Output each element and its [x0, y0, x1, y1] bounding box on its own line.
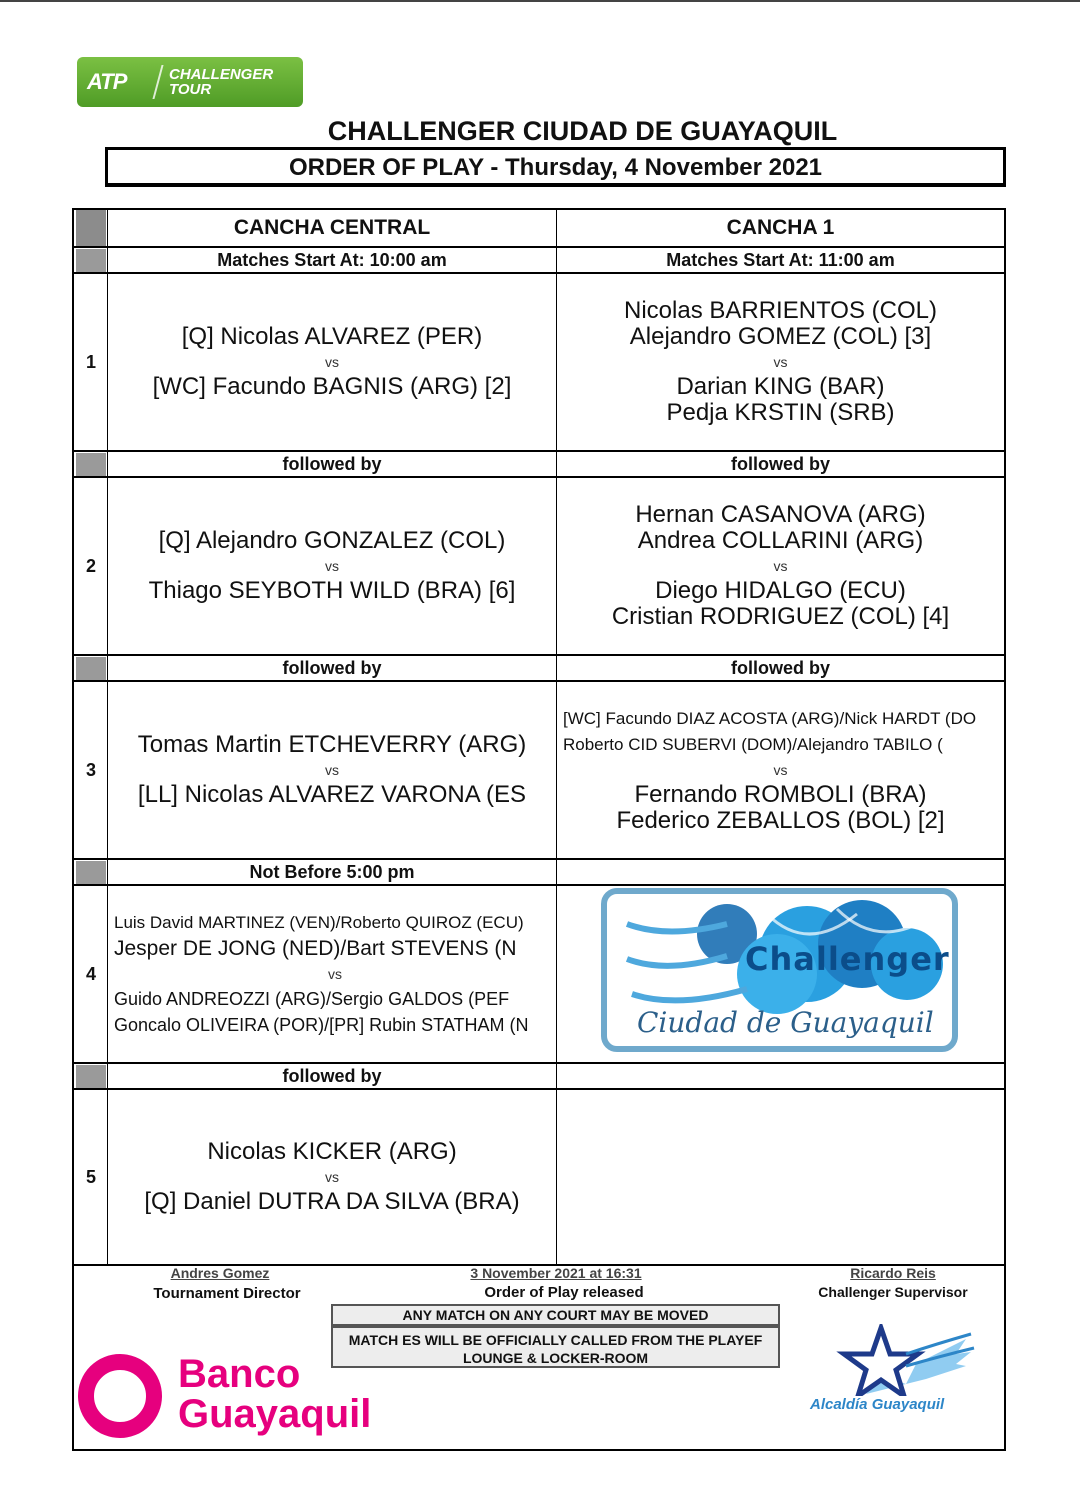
player: [Q] Nicolas ALVAREZ (PER): [181, 323, 483, 350]
vs-label: vs: [325, 762, 339, 778]
event-logo: [601, 888, 958, 1052]
player: Nicolas BARRIENTOS (COL): [624, 297, 937, 324]
gray-marker: [76, 210, 106, 247]
atp-challenger-logo: [77, 57, 303, 107]
vs-label: vs: [325, 1169, 339, 1185]
player: Guido ANDREOZZI (ARG)/Sergio GALDOS (PEF: [114, 989, 510, 1009]
notice-moved: ANY MATCH ON ANY COURT MAY BE MOVED: [331, 1304, 780, 1326]
empty-separator: [557, 860, 1004, 884]
release-time: 3 November 2021 at 16:31: [470, 1265, 642, 1281]
event-logo-place: Ciudad de Guayaquil: [637, 1006, 934, 1039]
player: Nicolas KICKER (ARG): [207, 1138, 457, 1165]
banco-text: Guayaquil: [178, 1392, 372, 1436]
match-number: 5: [85, 1166, 96, 1187]
empty-separator: [557, 1064, 1004, 1088]
player: Cristian RODRIGUEZ (COL) [4]: [611, 603, 950, 630]
player: [WC] Facundo DIAZ ACOSTA (ARG)/Nick HARDT (DO: [563, 709, 977, 728]
notice-line: LOUNGE & LOCKER-ROOM: [462, 1350, 649, 1366]
match-court1-1: [557, 274, 1004, 450]
match-number: 2: [85, 555, 96, 576]
banco-text: Banco: [178, 1352, 301, 1396]
player: Pedja KRSTIN (SRB): [666, 399, 895, 426]
player: [WC] Facundo BAGNIS (ARG) [2]: [152, 373, 512, 400]
logo-line1: CHALLENGER: [169, 66, 274, 83]
player: Goncalo OLIVEIRA (POR)/[PR] Rubin STATHAM (N: [114, 1015, 529, 1035]
atp-logo-text: ATP: [87, 69, 127, 94]
gray-marker: [76, 453, 106, 476]
order-of-play-date: ORDER OF PLAY - Thursday, 4 November 2021: [105, 147, 1006, 187]
player: [Q] Daniel DUTRA DA SILVA (BRA): [144, 1188, 520, 1215]
director-role: Tournament Director: [153, 1285, 301, 1302]
vs-label: vs: [773, 354, 788, 370]
gray-marker: [76, 657, 106, 680]
vs-label: vs: [773, 762, 788, 778]
player: Fernando ROMBOLI (BRA): [634, 781, 927, 808]
player: Jesper DE JONG (NED)/Bart STEVENS (N: [114, 937, 517, 960]
player: Diego HIDALGO (ECU): [655, 577, 906, 604]
star-flag-icon: [806, 1324, 976, 1396]
banco-ring-icon: [78, 1354, 162, 1438]
player: Thiago SEYBOTH WILD (BRA) [6]: [148, 577, 516, 604]
player: Luis David MARTINEZ (VEN)/Roberto QUIROZ (ECU): [114, 913, 524, 932]
player: Andrea COLLARINI (ARG): [637, 527, 924, 554]
alcaldia-logo: [806, 1324, 976, 1424]
player: Alejandro GOMEZ (COL) [3]: [629, 323, 932, 350]
player: Tomas Martin ETCHEVERRY (ARG): [137, 731, 527, 758]
player: [LL] Nicolas ALVAREZ VARONA (ES: [137, 781, 527, 808]
logo-divider: [152, 65, 163, 99]
gray-marker: [76, 249, 106, 273]
match-court1-2: [557, 478, 1004, 654]
director-name: Andres Gomez: [170, 1265, 270, 1281]
match-central-1: [108, 274, 556, 450]
match-number: 4: [85, 963, 96, 984]
court-name-1: CANCHA 1: [726, 216, 835, 239]
tournament-title: CHALLENGER CIUDAD DE GUAYAQUIL: [327, 116, 838, 146]
not-before-label: Not Before 5:00 pm: [249, 861, 415, 882]
logo-line2: TOUR: [169, 81, 212, 98]
notice-line: MATCH ES WILL BE OFFICIALLY CALLED FROM THE PLAYEF: [348, 1332, 763, 1348]
vs-label: vs: [325, 558, 339, 574]
match-number: 1: [85, 351, 96, 372]
top-border: [0, 0, 1080, 2]
match-number: 3: [85, 759, 96, 780]
alcaldia-text: Alcaldía Guayaquil: [810, 1396, 945, 1413]
court-name-central: CANCHA CENTRAL: [233, 216, 431, 239]
gray-marker: [76, 861, 106, 884]
match-central-4: [108, 886, 556, 1062]
followed-by-label: followed by: [282, 1065, 382, 1086]
supervisor-name: Ricardo Reis: [850, 1265, 936, 1281]
followed-by-label: followed by: [731, 657, 830, 678]
banco-guayaquil-logo: [78, 1354, 398, 1438]
player: Darian KING (BAR): [676, 373, 885, 400]
vs-label: vs: [325, 354, 339, 370]
notice-called: [331, 1326, 780, 1368]
match-central-3: [108, 682, 556, 858]
release-label: Order of Play released: [484, 1284, 644, 1301]
supervisor-role: Challenger Supervisor: [818, 1284, 968, 1300]
followed-by-label: followed by: [731, 453, 830, 474]
match-central-2: [108, 478, 556, 654]
start-time-central: Matches Start At: 10:00 am: [217, 249, 447, 270]
player: Roberto CID SUBERVI (DOM)/Alejandro TABILO (: [563, 735, 943, 754]
event-logo-word: Challenger: [745, 940, 950, 978]
vs-label: vs: [328, 966, 342, 982]
gray-marker: [76, 1065, 106, 1088]
player: Hernan CASANOVA (ARG): [635, 501, 926, 528]
player: Federico ZEBALLOS (BOL) [2]: [616, 807, 945, 834]
start-time-1: Matches Start At: 11:00 am: [666, 249, 895, 270]
vs-label: vs: [773, 558, 788, 574]
followed-by-label: followed by: [282, 657, 382, 678]
player: [Q] Alejandro GONZALEZ (COL): [158, 527, 506, 554]
followed-by-label: followed by: [282, 453, 382, 474]
match-central-5: [108, 1090, 556, 1264]
match-court1-3: [557, 682, 1004, 858]
